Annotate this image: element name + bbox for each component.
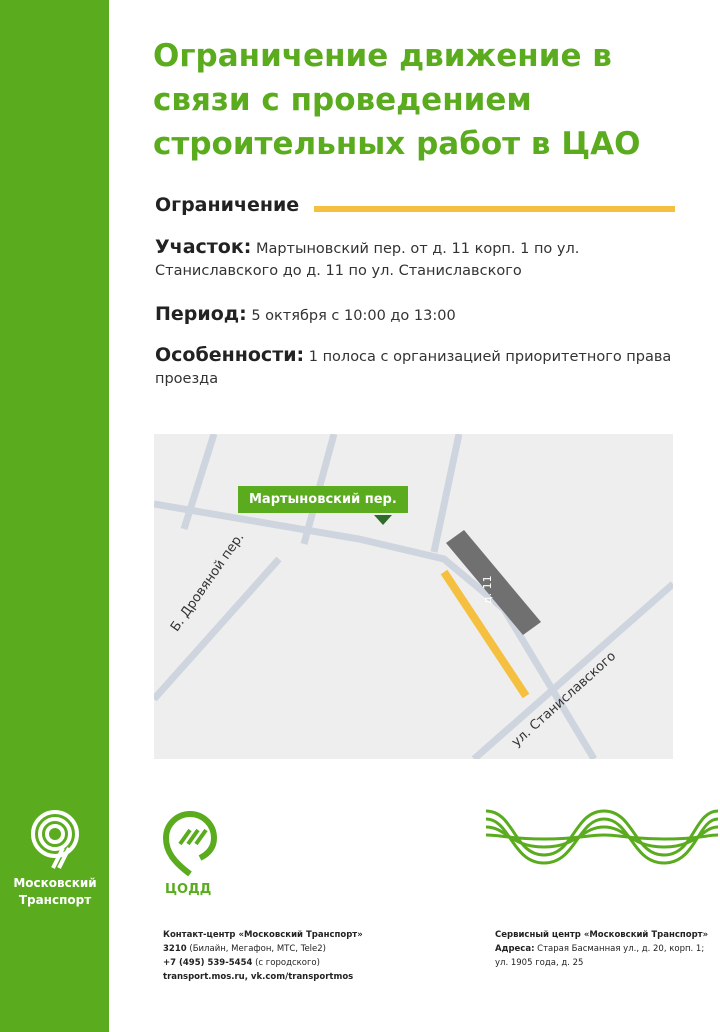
period-info — [155, 303, 675, 327]
phone-number: +7 (495) 539-5454 — [163, 958, 253, 968]
phone-note: (с городского) — [255, 958, 320, 968]
street-label-stanislavskogo: ул. Станиславского — [509, 648, 620, 751]
moscow-transport-logo — [10, 808, 100, 908]
section-value: Мартыновский пер. от д. 11 корп. 1 по ул. Станиславского до д. 11 по ул. Станиславского — [155, 241, 580, 279]
callout-pointer-icon — [374, 515, 392, 525]
features-info — [155, 344, 675, 390]
map-callout: Мартыновский пер. — [238, 486, 408, 513]
section-label: Участок: — [155, 236, 252, 258]
period-label: Период: — [155, 303, 247, 325]
house-label: д. 11 — [481, 575, 494, 604]
address-value-2: ул. 1905 года, д. 25 — [495, 958, 584, 968]
heading-divider — [314, 206, 675, 212]
service-center-title: Сервисный центр «Московский Транспорт» — [495, 930, 709, 940]
moscow-transport-emblem-icon — [25, 808, 85, 870]
service-center-block — [495, 928, 720, 970]
page-title: Ограничение движение в связи с проведением строительных работ в ЦАО — [153, 38, 641, 162]
web-links[interactable]: transport.mos.ru, vk.com/transportmos — [163, 972, 354, 982]
codd-logo — [160, 808, 230, 882]
brand-name-line2: Транспорт — [18, 893, 92, 907]
map-roads — [154, 434, 673, 759]
contact-center-title: Контакт-центр «Московский Транспорт» — [163, 930, 363, 940]
address-label: Адреса: — [495, 944, 535, 954]
moscow-wave-logo-icon — [484, 803, 720, 869]
features-label: Особенности: — [155, 344, 305, 366]
section-heading: Ограничение — [155, 194, 300, 216]
contact-center-block — [163, 928, 403, 984]
map — [154, 434, 673, 759]
short-number-note: (Билайн, Мегафон, МТС, Tele2) — [189, 944, 326, 954]
section-info — [155, 236, 675, 282]
brand-name-line1: Московский — [13, 876, 97, 890]
street-label-drovyanoy: Б. Дровяной пер. — [168, 530, 248, 635]
codd-name: ЦОДД — [165, 882, 212, 897]
address-value: Старая Басманная ул., д. 20, корп. 1; — [537, 944, 705, 954]
short-number: 3210 — [163, 944, 187, 954]
codd-emblem-icon — [160, 808, 224, 878]
period-value: 5 октября с 10:00 до 13:00 — [251, 308, 456, 324]
green-sidebar — [0, 0, 109, 1032]
features-value: 1 полоса с организацией приоритетного права проезда — [155, 349, 672, 387]
